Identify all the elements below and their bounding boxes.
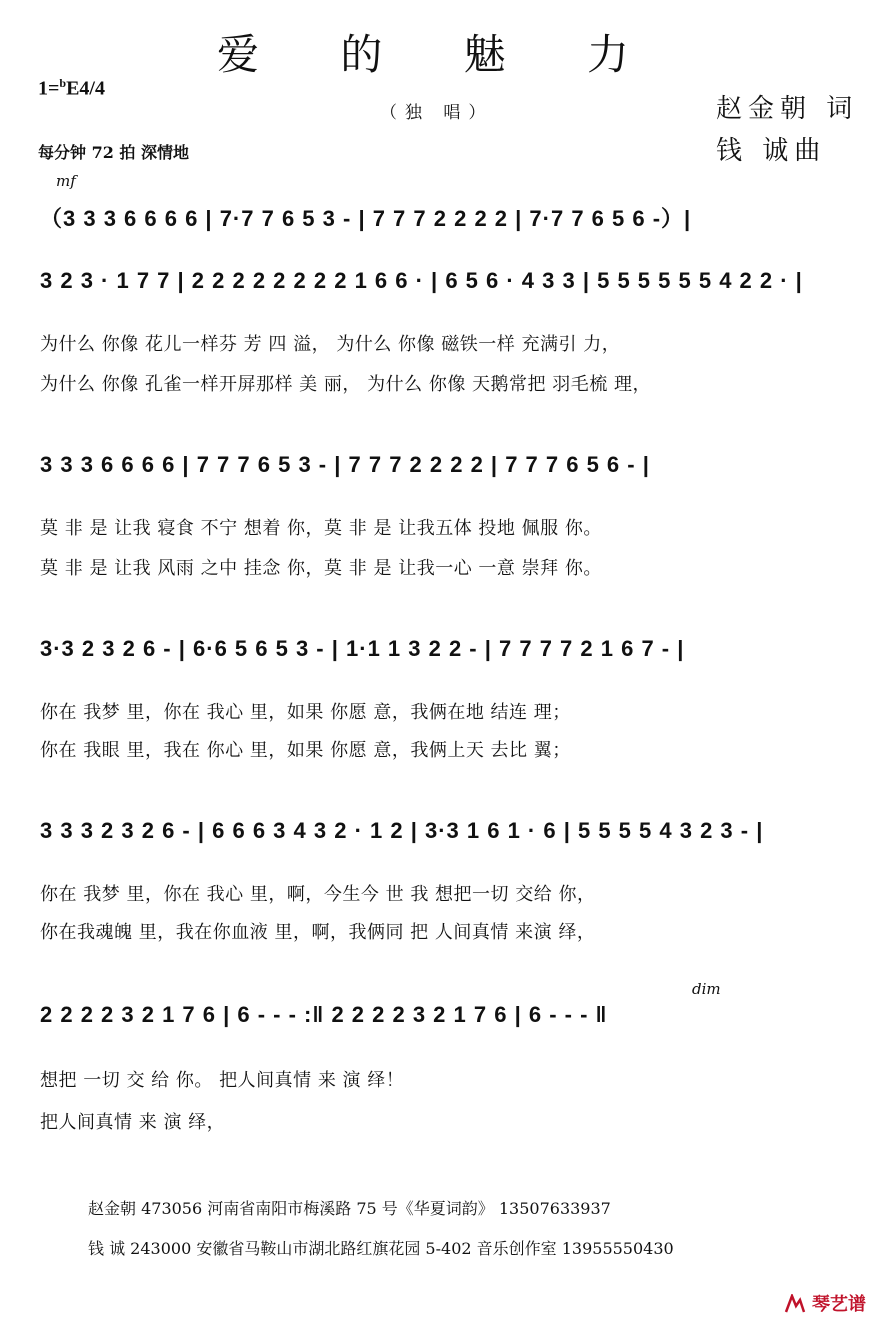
contact-line: 赵金朝 473056 河南省南阳市梅溪路 75 号《华夏词韵》 13507633937 <box>88 1199 611 1218</box>
notation-line: 2 2 2 2 3 2 1 7 6 | 6 - - - :‖ 2 2 2 2 3 2 1 7 6 | 6 - - - ‖ <box>40 1002 608 1027</box>
notation-line: 3·3 2 3 2 6 - | 6·6 5 6 5 3 - | 1·1 1 3 2 2 - | 7 7 7 7 2 1 6 7 - | <box>40 636 685 661</box>
lyric-line: 你在 我梦 里，你在 我心 里，如果 你愿 意，我俩在地 结连 理； <box>40 702 571 723</box>
contact-line: 钱 诚 243000 安徽省马鞍山市湖北路红旗花园 5-402 音乐创作室 13955550430 <box>88 1239 674 1258</box>
lyric-line: 把人间真情 来 演 绎， <box>40 1112 226 1133</box>
logo-icon <box>784 1294 806 1314</box>
key-meter: E4/4 <box>66 77 105 100</box>
lyric-line: 想把 一切 交 给 你。 把人间真情 来 演 绎！ <box>40 1070 405 1091</box>
lyric-line: 你在 我梦 里，你在 我心 里，啊，今生今 世 我 想把一切 交给 你， <box>40 884 596 905</box>
lyric-line: 为什么 你像 孔雀一样开屏那样 美 丽， 为什么 你像 天鹅常把 羽毛梳 理， <box>40 374 651 395</box>
notation-line: （3 3 3 6 6 6 6 | 7·7 7 6 5 3 - | 7 7 7 2 2 2 2 | 7·7 7 6 5 6 -）| <box>40 206 692 231</box>
watermark-text: 琴艺谱 <box>812 1294 866 1315</box>
dynamic-mf: mf <box>56 172 76 190</box>
tempo-marking: 每分钟 72 拍 深情地 <box>38 143 189 162</box>
notation-line: 3 2 3 · 1 7 7 | 2 2 2 2 2 2 2 2 1 6 6 · | 6 5 6 · 4 3 3 | 5 5 5 5 5 5 4 2 2 · | <box>40 268 803 293</box>
notation-line: 3 3 3 2 3 2 6 - | 6 6 6 3 4 3 2 · 1 2 | 3·3 1 6 1 · 6 | 5 5 5 5 4 3 2 3 - | <box>40 818 764 843</box>
key-signature <box>38 76 105 101</box>
notation-line: 3 3 3 6 6 6 6 | 7 7 7 6 5 3 - | 7 7 7 2 2 2 2 | 7 7 7 6 5 6 - | <box>40 452 650 477</box>
lyric-line: 莫 非 是 让我 风雨 之中 挂念 你，莫 非 是 让我一心 一意 崇拜 你。 <box>40 558 602 579</box>
page-title: 爱 的 魅 力 <box>216 30 664 79</box>
subtitle: （独 唱） <box>380 103 494 123</box>
composer: 钱 诚曲 <box>716 136 827 166</box>
watermark-logo <box>784 1290 866 1316</box>
lyric-line: 你在我魂魄 里，我在你血液 里，啊，我俩同 把 人间真情 来演 绎， <box>40 922 596 943</box>
lyric-line: 莫 非 是 让我 寝食 不宁 想着 你，莫 非 是 让我五体 投地 佩服 你。 <box>40 518 602 539</box>
lyric-line: 为什么 你像 花儿一样芬 芳 四 溢， 为什么 你像 磁铁一样 充满引 力， <box>40 334 621 355</box>
lyric-line: 你在 我眼 里，我在 你心 里，如果 你愿 意，我俩上天 去比 翼； <box>40 740 571 761</box>
lyricist: 赵金朝 词 <box>716 94 859 124</box>
key-prefix: 1= <box>38 77 60 100</box>
dynamic-dim: dim <box>692 980 721 998</box>
flat-sign: b <box>59 76 67 90</box>
